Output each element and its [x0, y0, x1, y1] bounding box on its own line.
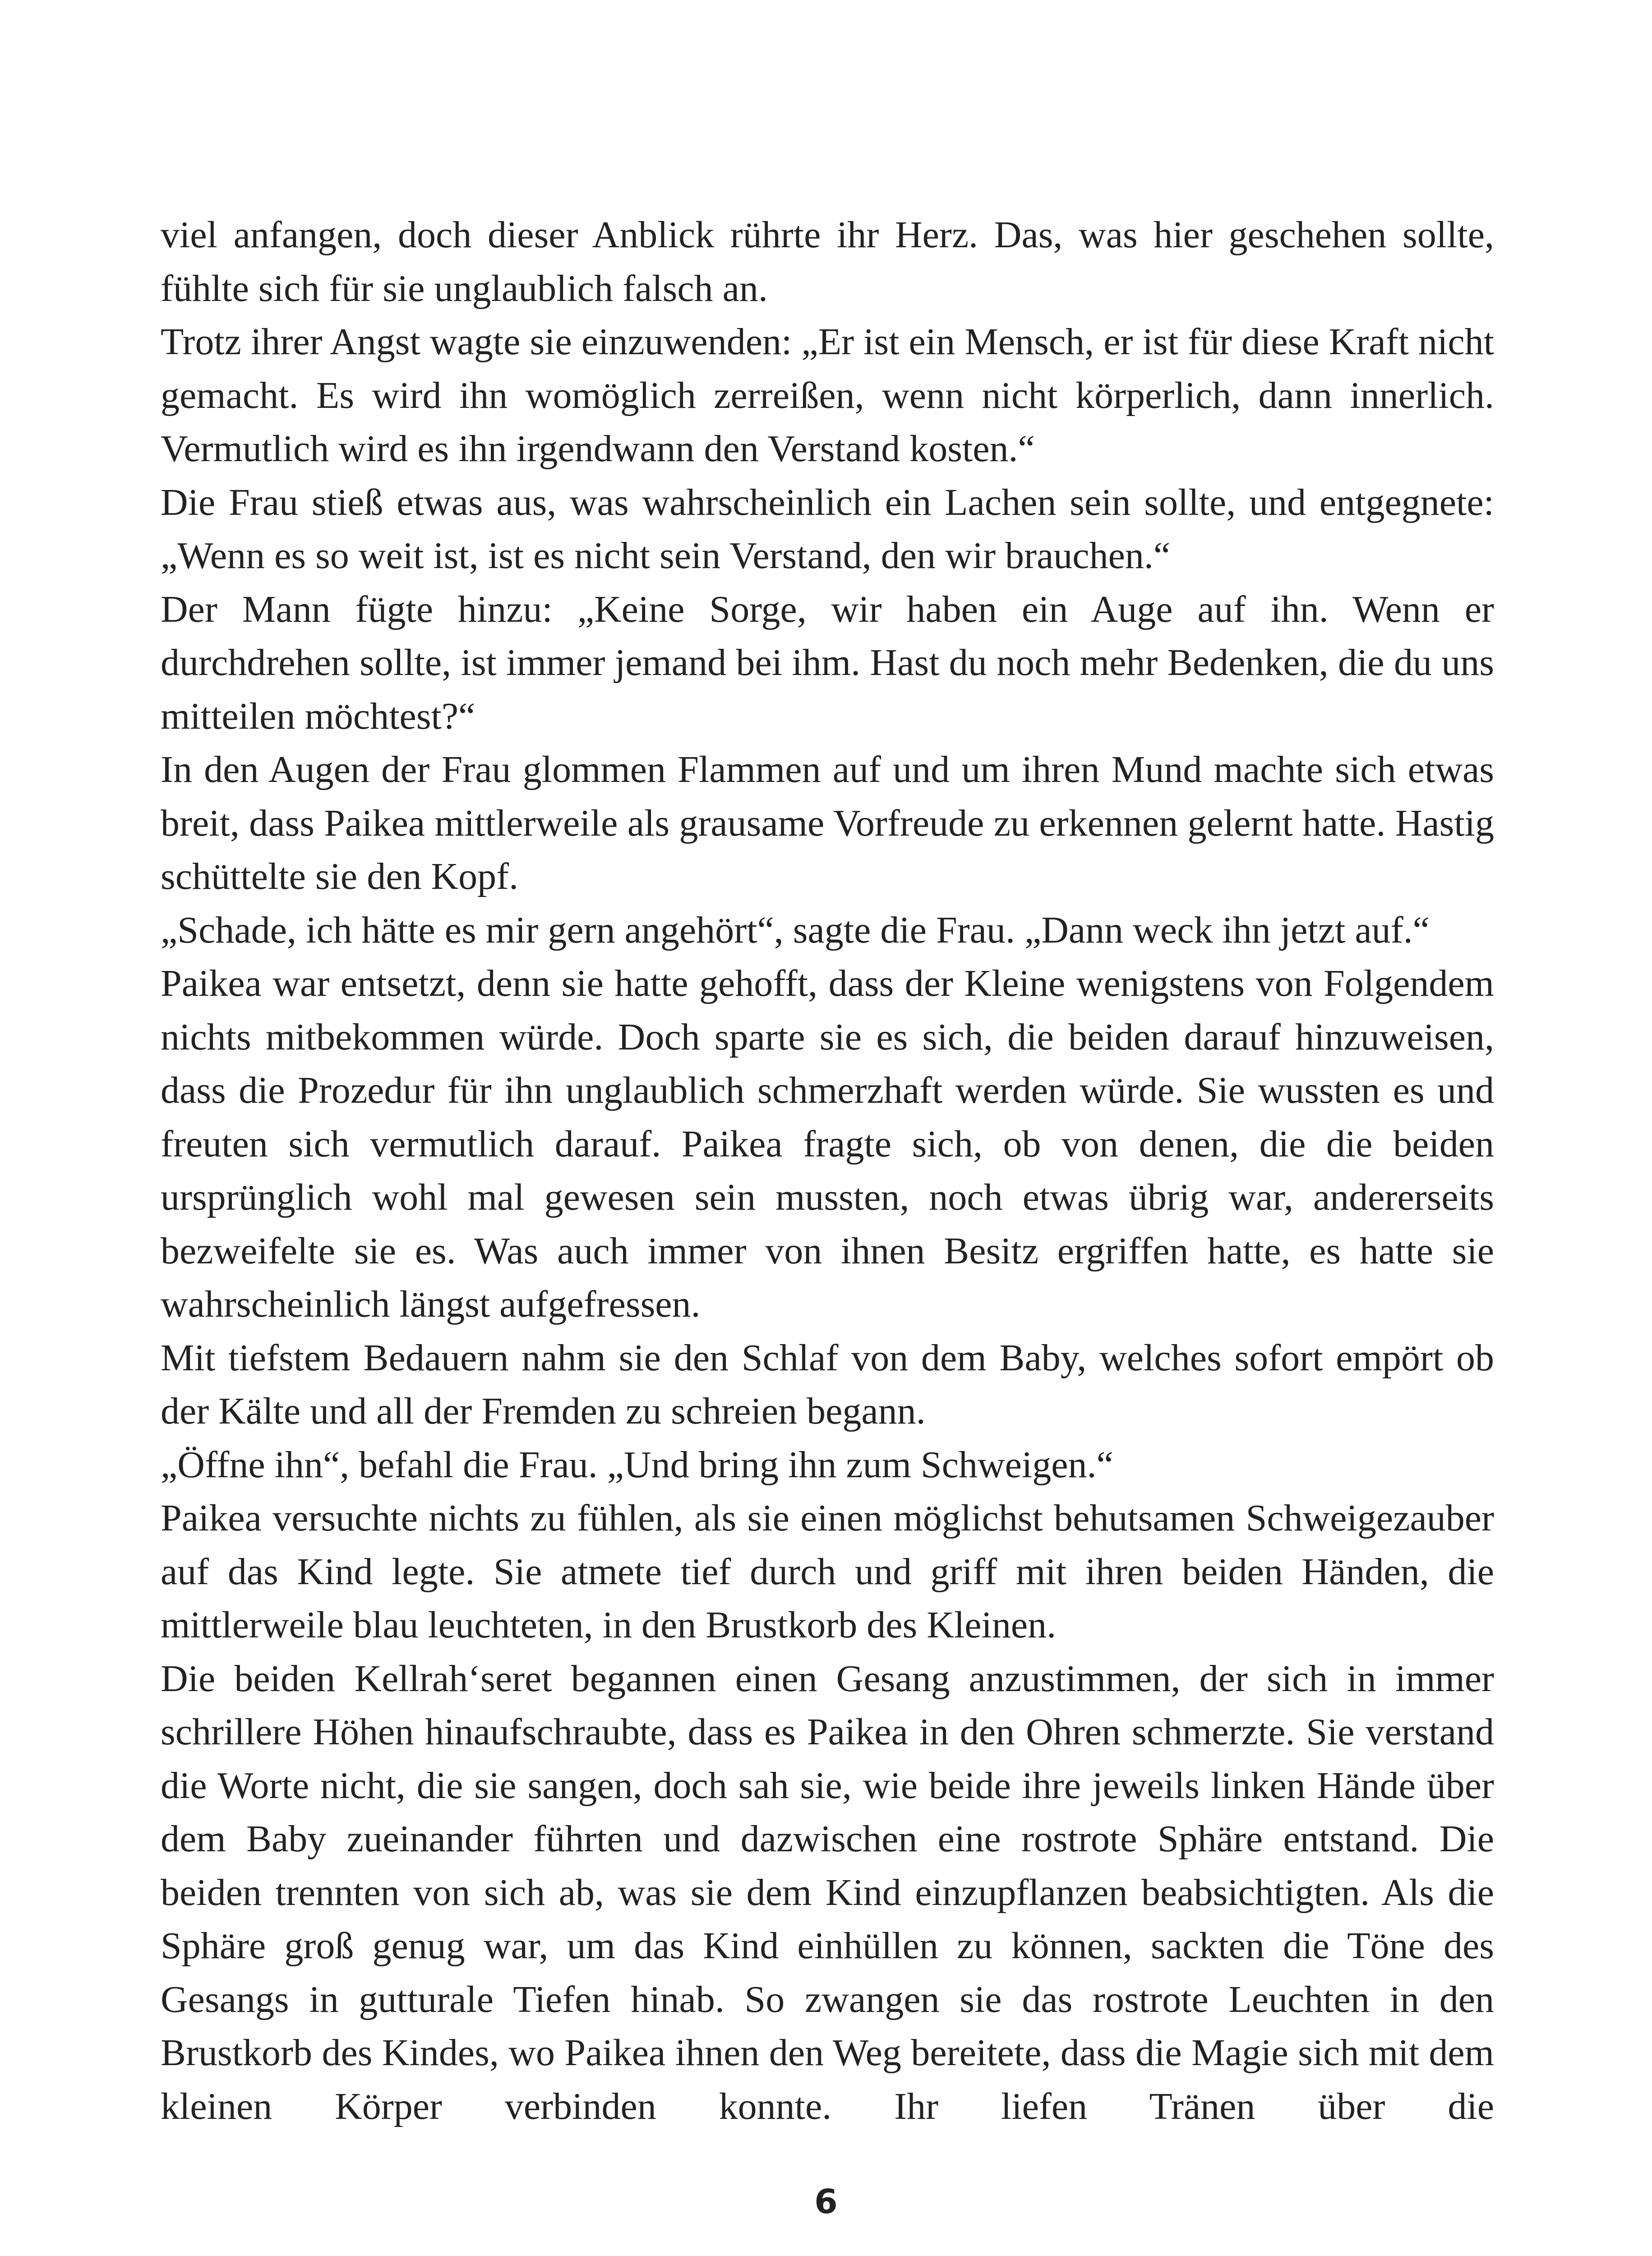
- paragraph: Mit tiefstem Bedauern nahm sie den Schlaf von dem Baby, welches sofort empört ob der Kälte und all der Fremden zu schreien begann.: [161, 1336, 1494, 1432]
- paragraph: Paikea versuchte nichts zu fühlen, als sie einen möglichst behutsamen Schweigezauber auf das Kind legte. Sie atmete tief durch und griff mit ihren beiden Händen, die mittlerweile blau leuchteten, in den Brustkorb des Kleinen.: [161, 1497, 1494, 1646]
- page-number: 6: [814, 2182, 838, 2221]
- paragraph: Die beiden Kellrah‘seret begannen einen Gesang anzustimmen, der sich in immer schrillere Höhen hinaufschraubte, dass es Paikea in den Ohren schmerzte. Sie verstand die Worte nicht, die sie sangen, doch sah sie, wie beide ihre jeweils linken Hände über dem Baby zueinander führten und dazwischen eine rostrote Sphäre entstand. Die beiden trennten von sich ab, was sie dem Kind einzupflanzen beabsichtigten. Als die Sphäre groß genug war, um das Kind einhüllen zu können, sackten die Töne des Gesangs in gutturale Tiefen hinab. So zwangen sie das rostrote Leuchten in den Brustkorb des Kindes, wo Paikea ihnen den Weg bereitete, dass die Magie sich mit dem kleinen Körper verbinden konnte. Ihr liefen Tränen über die: [161, 1657, 1494, 2127]
- paragraph: Der Mann fügte hinzu: „Keine Sorge, wir haben ein Auge auf ihn. Wenn er durchdrehen sollte, ist immer jemand bei ihm. Hast du noch mehr Bedenken, die du uns mitteilen möchtest?“: [161, 588, 1494, 737]
- paragraph: Die Frau stieß etwas aus, was wahrscheinlich ein Lachen sein sollte, und entgegnete: „Wenn es so weit ist, ist es nicht sein Verstand, den wir brauchen.“: [161, 481, 1494, 577]
- body-text: [161, 208, 1494, 2133]
- paragraph: In den Augen der Frau glommen Flammen auf und um ihren Mund machte sich etwas breit, dass Paikea mittlerweile als grausame Vorfreude zu erkennen gelernt hatte. Hastig schüttelte sie den Kopf.: [161, 749, 1494, 897]
- paragraph: „Schade, ich hätte es mir gern angehört“, sagte die Frau. „Dann weck ihn jetzt auf.“: [161, 909, 1430, 951]
- paragraph: Trotz ihrer Angst wagte sie einzuwenden: „Er ist ein Mensch, er ist für diese Kraft nicht gemacht. Es wird ihn womöglich zerreißen, wenn nicht körperlich, dann innerlich. Vermutlich wird es ihn irgendwann den Verstand kosten.“: [161, 321, 1494, 470]
- paragraph: „Öffne ihn“, befahl die Frau. „Und bring ihn zum Schweigen.“: [161, 1443, 1113, 1486]
- paragraph: Paikea war entsetzt, denn sie hatte gehofft, dass der Kleine wenigstens von Folgendem nichts mitbekommen würde. Doch sparte sie es sich, die beiden darauf hinzuweisen, dass die Prozedur für ihn unglaublich schmerzhaft werden würde. Sie wussten es und freuten sich vermutlich darauf. Paikea fragte sich, ob von denen, die die beiden ursprünglich wohl mal gewesen sein mussten, noch etwas übrig war, andererseits bezweifelte sie es. Was auch immer von ihnen Besitz ergriffen hatte, es hatte sie wahrscheinlich längst aufgefressen.: [161, 962, 1494, 1325]
- paragraph: viel anfangen, doch dieser Anblick rührte ihr Herz. Das, was hier geschehen sollte, fühlte sich für sie unglaublich falsch an.: [161, 214, 1494, 310]
